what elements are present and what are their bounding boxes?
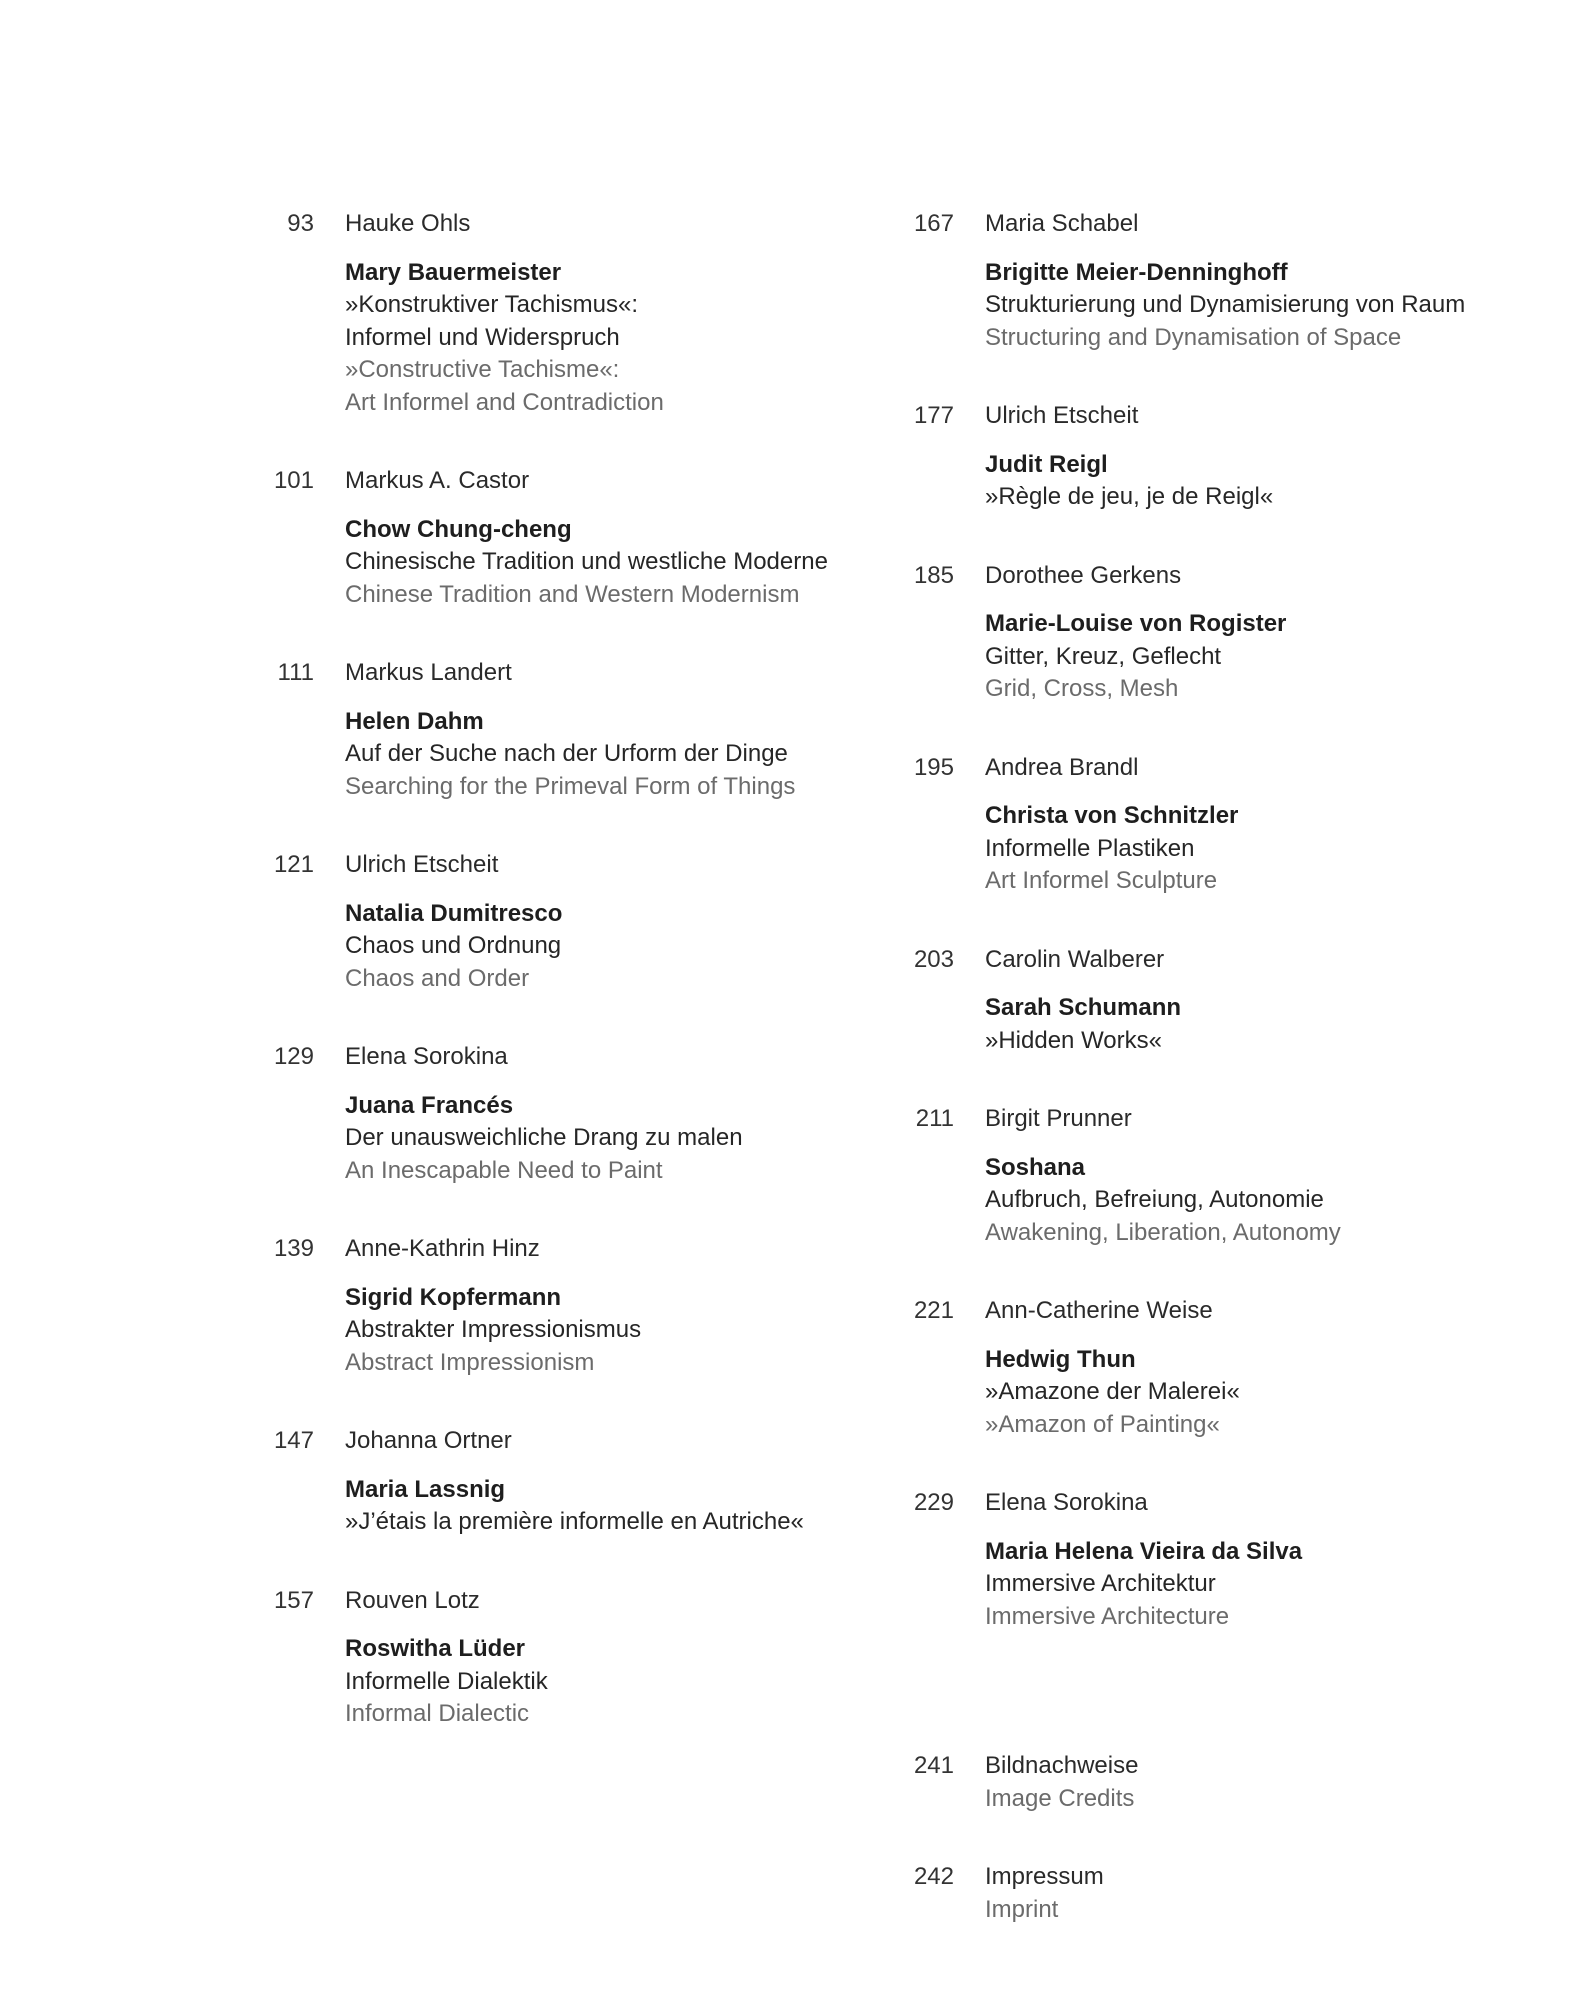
toc-entry[interactable]	[896, 752, 1516, 898]
toc-entry[interactable]	[256, 849, 856, 995]
title-german: »Konstruktiver Tachismus«:	[345, 291, 639, 318]
toc-appendix-entry[interactable]	[896, 1861, 1516, 1926]
page-number: 229	[913, 1489, 954, 1516]
artist-name: Maria Lassnig	[345, 1475, 506, 1503]
toc-entry[interactable]	[256, 657, 856, 803]
page-number: 129	[273, 1043, 314, 1070]
toc-entry[interactable]	[896, 1295, 1516, 1441]
toc-entry[interactable]	[896, 400, 1516, 514]
essay-author: Ulrich Etscheit	[345, 851, 499, 878]
title-german: »J’étais la première informelle en Autriche«	[345, 1508, 804, 1535]
title-german: Abstrakter Impressionismus	[345, 1316, 642, 1343]
page-number: 147	[273, 1427, 314, 1454]
toc-entry[interactable]	[256, 1425, 856, 1539]
title-english: Chinese Tradition and Western Modernism	[345, 580, 800, 608]
appendix-spacer	[896, 1679, 1516, 1750]
title-english: Art Informel Sculpture	[985, 867, 1218, 894]
essay-author: Maria Schabel	[985, 210, 1139, 237]
page-number: 221	[913, 1297, 954, 1324]
essay-author: Ann-Catherine Weise	[985, 1297, 1213, 1324]
title-english: Immersive Architecture	[985, 1602, 1230, 1630]
title-english: »Constructive Tachisme«:	[345, 356, 620, 383]
essay-author: Hauke Ohls	[345, 210, 471, 237]
artist-name: Marie-Louise von Rogister	[985, 610, 1287, 637]
essay-author: Anne-Kathrin Hinz	[345, 1235, 540, 1262]
title-german: »Amazone der Malerei«	[985, 1378, 1240, 1405]
toc-entry[interactable]	[896, 560, 1516, 706]
artist-name: Hedwig Thun	[985, 1345, 1136, 1373]
title-german: Informel und Widerspruch	[345, 323, 620, 351]
page-number: 157	[273, 1586, 314, 1614]
title-german: Auf der Suche nach der Urform der Dinge	[345, 740, 788, 767]
title-german: »Hidden Works«	[985, 1026, 1162, 1054]
toc-left-column	[256, 208, 856, 1777]
toc-right-column	[896, 208, 1516, 1972]
page-number: 185	[913, 561, 954, 589]
toc-appendix-entry[interactable]	[896, 1750, 1516, 1815]
essay-author: Andrea Brandl	[985, 753, 1139, 781]
title-english: Abstract Impressionism	[345, 1348, 595, 1376]
appendix-title-english: Image Credits	[985, 1784, 1135, 1812]
appendix-title-german: Impressum	[985, 1863, 1104, 1890]
essay-author: Carolin Walberer	[985, 945, 1165, 973]
page-number: 203	[913, 945, 954, 973]
title-english: Structuring and Dynamisation of Space	[985, 323, 1402, 351]
toc-entry[interactable]	[896, 1487, 1516, 1633]
artist-name: Brigitte Meier-Denninghoff	[985, 258, 1288, 286]
title-german: Informelle Dialektik	[345, 1667, 548, 1695]
title-english: Art Informel and Contradiction	[345, 388, 664, 416]
title-english: Informal Dialectic	[345, 1700, 530, 1727]
title-english: Chaos and Order	[345, 964, 530, 992]
toc-entry[interactable]	[256, 465, 856, 611]
title-german: Chinesische Tradition und westliche Moderne	[345, 548, 828, 575]
toc-entry[interactable]	[896, 1103, 1516, 1249]
artist-name: Christa von Schnitzler	[985, 802, 1239, 829]
page-number: 121	[273, 851, 314, 878]
title-english: Searching for the Primeval Form of Things	[345, 772, 796, 800]
title-english: Grid, Cross, Mesh	[985, 675, 1179, 702]
page-number: 195	[913, 753, 954, 781]
page-number: 93	[287, 210, 314, 237]
artist-name: Soshana	[985, 1153, 1086, 1181]
page-number: 241	[913, 1752, 954, 1779]
page-number: 101	[273, 467, 314, 494]
title-english: »Amazon of Painting«	[985, 1410, 1220, 1438]
artist-name: Maria Helena Vieira da Silva	[985, 1537, 1303, 1565]
title-german: Strukturierung und Dynamisierung von Raum	[985, 291, 1466, 318]
title-english: Awakening, Liberation, Autonomy	[985, 1218, 1341, 1246]
title-german: Der unausweichliche Drang zu malen	[345, 1124, 743, 1151]
page-number: 177	[913, 402, 954, 429]
toc-entry[interactable]	[256, 1041, 856, 1187]
toc-entry[interactable]	[896, 208, 1516, 354]
artist-name: Chow Chung-cheng	[345, 515, 572, 543]
artist-name: Sigrid Kopfermann	[345, 1283, 562, 1311]
essay-author: Ulrich Etscheit	[985, 402, 1139, 429]
artist-name: Mary Bauermeister	[345, 258, 562, 286]
toc-entry[interactable]	[256, 208, 856, 419]
title-english: An Inescapable Need to Paint	[345, 1156, 663, 1184]
essay-author: Elena Sorokina	[985, 1489, 1148, 1516]
essay-author: Markus A. Castor	[345, 467, 530, 494]
page-number: 139	[273, 1235, 314, 1262]
page-number: 111	[277, 659, 314, 686]
page-number: 242	[913, 1863, 954, 1890]
appendix-title-english: Imprint	[985, 1895, 1059, 1923]
artist-name: Natalia Dumitresco	[345, 899, 563, 927]
artist-name: Roswitha Lüder	[345, 1635, 526, 1662]
toc-entry[interactable]	[896, 944, 1516, 1058]
title-german: Gitter, Kreuz, Geflecht	[985, 642, 1222, 670]
essay-author: Birgit Prunner	[985, 1105, 1132, 1132]
page-number: 167	[913, 210, 954, 237]
toc-entry[interactable]	[256, 1585, 856, 1731]
appendix-title-german: Bildnachweise	[985, 1752, 1139, 1779]
essay-author: Rouven Lotz	[345, 1586, 480, 1614]
artist-name: Sarah Schumann	[985, 994, 1182, 1021]
title-german: Chaos und Ordnung	[345, 932, 562, 959]
title-german: »Règle de jeu, je de Reigl«	[985, 483, 1274, 510]
title-german: Informelle Plastiken	[985, 834, 1195, 862]
toc-entry[interactable]	[256, 1233, 856, 1379]
essay-author: Johanna Ortner	[345, 1427, 512, 1454]
artist-name: Helen Dahm	[345, 707, 484, 735]
title-german: Aufbruch, Befreiung, Autonomie	[985, 1186, 1324, 1213]
essay-author: Elena Sorokina	[345, 1043, 508, 1070]
essay-author: Markus Landert	[345, 659, 512, 686]
artist-name: Juana Francés	[345, 1091, 514, 1119]
title-german: Immersive Architektur	[985, 1570, 1216, 1597]
artist-name: Judit Reigl	[985, 450, 1108, 478]
essay-author: Dorothee Gerkens	[985, 561, 1182, 589]
page-number: 211	[915, 1105, 954, 1132]
